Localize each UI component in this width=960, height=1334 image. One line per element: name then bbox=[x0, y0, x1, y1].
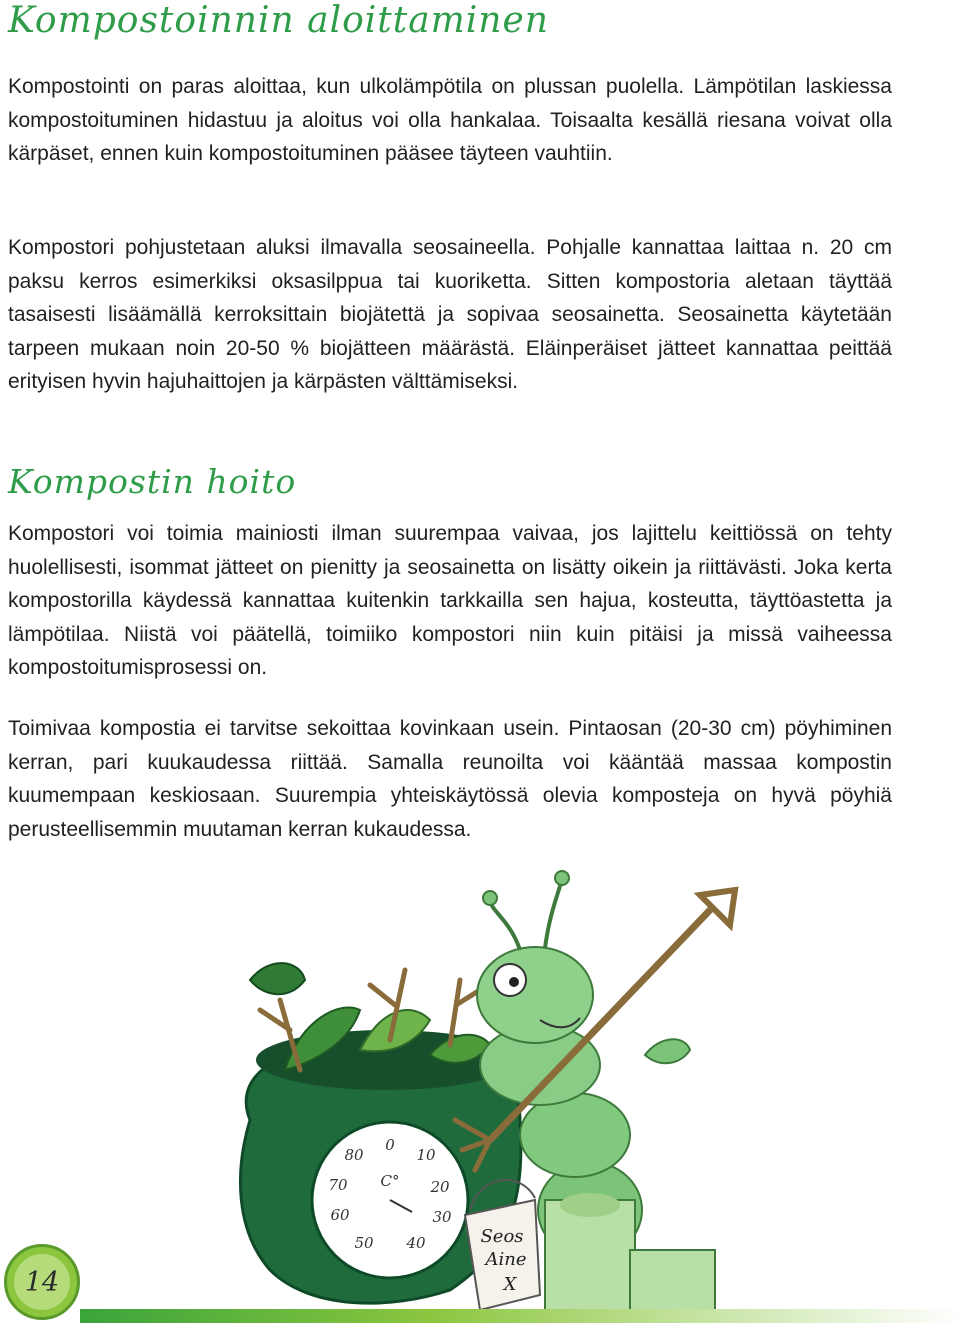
section-heading-start: Kompostoinnin aloittaminen bbox=[8, 0, 549, 41]
gauge-label-unit: C° bbox=[380, 1172, 400, 1190]
gauge-label-70: 70 bbox=[328, 1176, 348, 1194]
gauge-label-50: 50 bbox=[354, 1234, 374, 1252]
page-number: 14 bbox=[14, 1254, 70, 1310]
gauge-label-10: 10 bbox=[416, 1146, 436, 1164]
paragraph-care-monitoring: Kompostori voi toimia mainiosti ilman suurempaa vaivaa, jos lajittelu keittiössä on tehty huolellisesti, isommat jätteet on pienitty ja seosainetta on lisätty oikein ja riittävästi. Joka kerta kompostorilla käydessä kannattaa kuitenkin tarkkailla sen hajua, kosteutta, täyttöastetta ja lämpötilaa. Niistä voi päätellä, toimiiko kompostori niin kuin pitäisi ja missä vaiheessa kompostoitumisprosessi on. bbox=[8, 522, 892, 679]
bucket-label-seos: Seos bbox=[480, 1226, 524, 1247]
paragraph-care-turning: Toimivaa kompostia ei tarvitse sekoittaa kovinkaan usein. Pintaosan (20-30 cm) pöyhiminen kerran, pari kuukaudessa riittää. Samalla reunoilta voi kääntää massaa kompostin kuumempaan keskiosaan. Suurempia yhteiskäytössä olevia komposteja on hyvä pöyhiä perusteellisemmin muutaman kerran kukaudessa. bbox=[8, 717, 892, 841]
gauge-label-0: 0 bbox=[385, 1136, 395, 1154]
gauge-label-20: 20 bbox=[430, 1178, 450, 1196]
gauge-label-80: 80 bbox=[344, 1146, 364, 1164]
worm-compost-illustration-icon bbox=[190, 870, 830, 1310]
paragraph-start-timing: Kompostointi on paras aloittaa, kun ulkolämpötila on plussan puolella. Lämpötilan laskiessa kompostoituminen hidastuu ja aloitus voi olla hankalaa. Toisaalta kesällä riesana voivat olla kärpäset, ennen kuin kompostoituminen pääsee täyteen vauhtiin. bbox=[8, 75, 892, 165]
gauge-label-60: 60 bbox=[330, 1206, 350, 1224]
paragraph-start-layering: Kompostori pohjustetaan aluksi ilmavalla seosaineella. Pohjalle kannattaa laittaa n. 20 cm paksu kerros esimerkiksi oksasilppua tai kuoriketta. Sitten kompostoria aletaan täyttää tasaisesti lisäämällä kerroksittain biojätettä ja sopivaa seosainetta. Seosainetta käytetään tarpeen mukaan noin 20-50 % biojätteen määrästä. Eläinperäiset jätteet kannattaa peittää erityisen hyvin hajuhaittojen ja kärpästen välttämiseksi. bbox=[8, 236, 892, 393]
page-number-badge bbox=[4, 1244, 80, 1320]
bucket-label-mark: X bbox=[503, 1274, 517, 1295]
gauge-label-30: 30 bbox=[432, 1208, 452, 1226]
section-heading-care: Kompostin hoito bbox=[8, 462, 297, 501]
gauge-label-40: 40 bbox=[406, 1234, 426, 1252]
bucket-label-aine: Aine bbox=[485, 1249, 527, 1270]
bottom-decorative-bar bbox=[80, 1309, 960, 1323]
